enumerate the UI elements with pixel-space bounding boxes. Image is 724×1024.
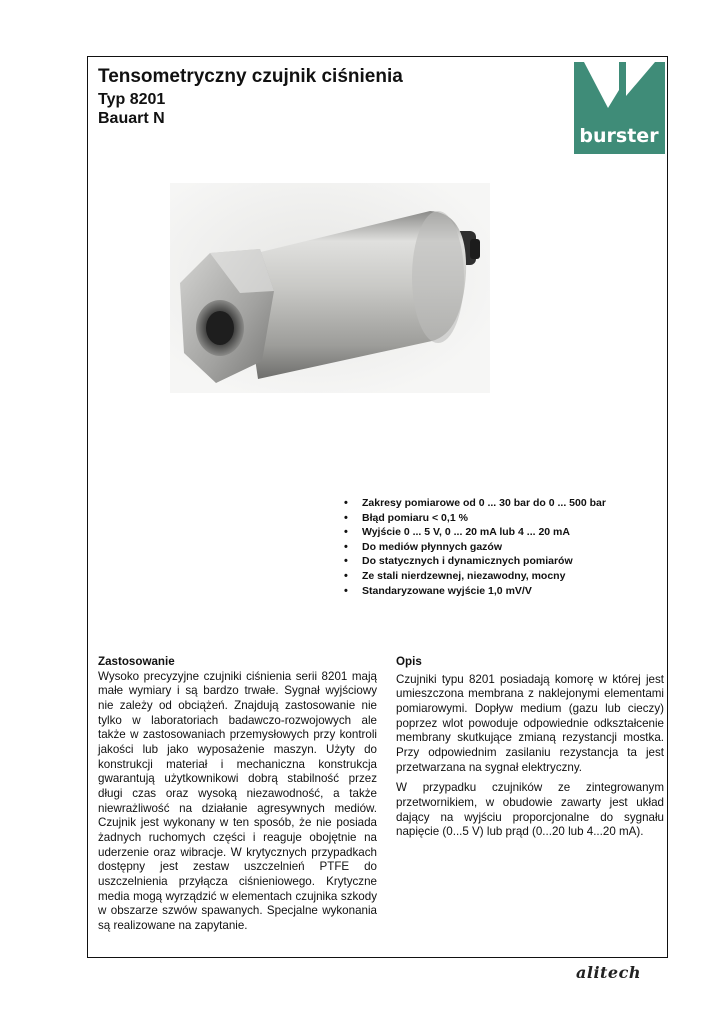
opis-paragraph-2: W przypadku czujników ze zintegrowanym przetwornikiem, w obudowie zawarty jest układ dający na wyjściu proporcjonalne do sygnału napięcie (0...5 V) lub prąd (0...20 lub 4...20 mA).	[396, 781, 664, 839]
feature-item	[342, 569, 606, 584]
feature-item	[342, 584, 606, 599]
opis-section	[396, 655, 664, 840]
feature-text: Zakresy pomiarowe od 0 ... 30 bar do 0 ... 500 bar	[362, 497, 606, 509]
zastosowanie-heading: Zastosowanie	[98, 655, 175, 668]
opis-heading: Opis	[396, 655, 422, 668]
feature-text: Do mediów płynnych gazów	[362, 540, 503, 553]
feature-text: Wyjście 0 ... 5 V, 0 ... 20 mA lub 4 ... 20 mA	[362, 526, 570, 539]
page-title: Tensometryczny czujnik ciśnienia	[98, 66, 403, 87]
opis-paragraph-1: Czujniki typu 8201 posiadają komorę w której jest umieszczona membrana z naklejonymi elementami pomiarowymi. Dopływ medium (gazu lub cieczy) poprzez wlot powoduje odpowiednie odkształcenie membrany skutkujące zmianą rezystancji mostka. Przy odpowiednim zasilaniu rezystancja ta jest przetwarzana na sygnał elektryczny.	[396, 672, 664, 774]
burster-logo-text: burster	[579, 125, 659, 147]
zastosowanie-section	[98, 655, 377, 933]
bullet-icon: •	[344, 555, 348, 568]
feature-text: Błąd pomiaru < 0,1 %	[362, 511, 468, 524]
alitech-logo: alitech	[576, 963, 641, 982]
feature-list	[342, 496, 606, 598]
feature-item	[342, 540, 606, 555]
feature-item	[342, 554, 606, 569]
bullet-icon: •	[344, 511, 348, 524]
bullet-icon: •	[344, 540, 348, 553]
bullet-icon: •	[344, 497, 348, 509]
burster-logo	[574, 62, 665, 154]
feature-text: Ze stali nierdzewnej, niezawodny, mocny	[362, 569, 566, 582]
bauart-line: Bauart N	[98, 110, 165, 127]
feature-item	[342, 511, 606, 526]
bullet-icon: •	[344, 569, 348, 582]
type-line: Typ 8201	[98, 91, 166, 108]
feature-text: Do statycznych i dynamicznych pomiarów	[362, 555, 573, 568]
bullet-icon: •	[344, 526, 348, 539]
sensor-photo	[170, 183, 490, 393]
bullet-icon: •	[344, 584, 348, 597]
feature-item	[342, 525, 606, 540]
zastosowanie-text: Wysoko precyzyjne czujniki ciśnienia serii 8201 mają małe wymiary i są bardzo trwałe. Sygnał wyjściowy nie zależy od obciążeń. Znajdują zastosowanie nie tylko w laboratoriach badawczo-rozwojowych ale także w zastosowaniach przemysłowych przy kontroli jakości lub jako wyposażenie maszyn. Użyty do konstrukcji materiał i mechaniczna konstrukcja gwarantują użytkownikowi dobrą stabilność przez długi czas oraz wysoką niezawodność, a także niewrażliwość na działanie agresywnych mediów. Czujnik jest wykonany w ten sposób, że nie posiada żadnych ruchomych części i reaguje obojętnie na uderzenie oraz wibracje. W krytycznych przypadkach dostępny jest zestaw uszczelnień PTFE do uszczelnienia przyłącza ciśnieniowego. Krytyczne media mogą wyrządzić w elementach czujnika szkody w obszarze szwów spawanych. Specjalne wykonania są realizowane na zapytanie.	[98, 669, 377, 932]
feature-item	[342, 496, 606, 511]
feature-text: Standaryzowane wyjście 1,0 mV/V	[362, 584, 532, 597]
